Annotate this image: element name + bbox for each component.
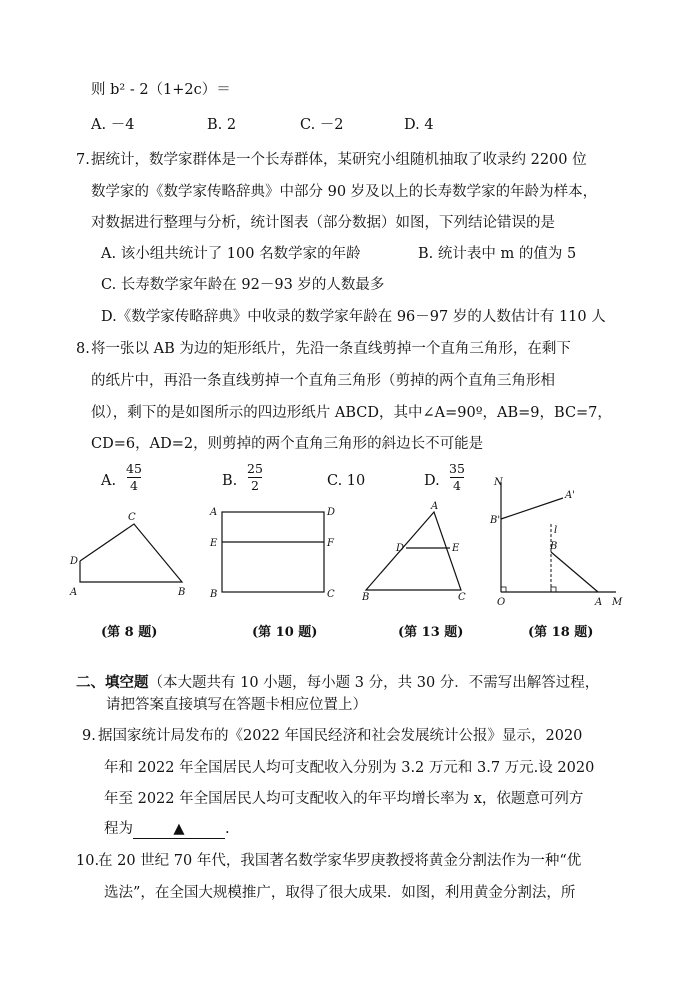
q8-label-d: D	[70, 556, 79, 567]
q7-option-d: D.《数学家传略辞典》中收录的数学家年龄在 96－97 岁的人数估计有 110 人	[101, 309, 606, 325]
q8-option-b-fraction	[247, 462, 263, 493]
figure-q8-quadrilateral	[62, 508, 192, 603]
q18-label-b: B	[550, 541, 558, 552]
q10-label-c: C	[327, 589, 335, 600]
q7-line-2: 数学家的《数学家传略辞典》中部分 90 岁及以上的长寿数学家的年龄为样本，	[91, 184, 598, 200]
q13-label-c: C	[458, 592, 466, 603]
q18-label-o: O	[497, 597, 506, 608]
q8-option-d-denominator: 4	[452, 478, 461, 493]
q8-label-a: A	[70, 587, 78, 598]
q10-rectangle-shape	[222, 512, 324, 592]
q7-line-3: 对数据进行整理与分析，统计图表（部分数据）如图，下列结论错误的是	[91, 215, 555, 231]
q10-label-d: D	[327, 507, 336, 518]
q8-number: 8.	[76, 341, 90, 357]
q7-option-c: C. 长寿数学家年龄在 92－93 岁的人数最多	[101, 277, 385, 293]
q18-label-m: M	[612, 597, 623, 608]
q8-option-a-fraction	[126, 462, 142, 493]
q10-label-e: E	[210, 538, 218, 549]
q18-line-ba	[551, 552, 598, 592]
q18-line-b-prime-a-prime	[501, 498, 563, 519]
q13-triangle-shape	[366, 512, 461, 590]
q9-number: 9.	[82, 728, 96, 744]
figure-q13-triangle	[358, 498, 473, 603]
q6-option-a: A. －4	[91, 117, 135, 133]
q18-label-l: l	[554, 525, 558, 536]
section-2-desc-1: （本大题共有 10 小题，每小题 3 分，共 30 分．不需写出解答过程，	[148, 675, 600, 691]
figure-q10-caption: (第 10 题)	[252, 625, 318, 640]
q13-label-b: B	[362, 592, 370, 603]
q8-quadrilateral-shape	[80, 524, 182, 582]
q13-label-d: D	[396, 543, 405, 554]
figure-q13-caption: (第 13 题)	[398, 625, 464, 640]
section-2-title: 二、填空题	[76, 674, 149, 691]
q9-answer-blank[interactable]	[133, 820, 225, 839]
q10-line-2: 选法”，在全国大规模推广，取得了很大成果．如图，利用黄金分割法，所	[104, 885, 576, 901]
q8-line-1: 将一张以 AB 为边的矩形纸片，先沿一条直线剪掉一个直角三角形，在剩下	[91, 341, 571, 357]
q8-label-c: C	[128, 512, 136, 523]
q13-label-a: A	[431, 501, 439, 512]
q10-label-a: A	[210, 507, 218, 518]
q8-option-b-label: B.	[222, 473, 238, 489]
q10-label-f: F	[327, 538, 334, 549]
q9-line-2: 年和 2022 年全国居民人均可支配收入分别为 3.2 万元和 3.7 万元.设 2020	[104, 760, 595, 776]
section-2-header	[76, 673, 599, 693]
figure-q18-caption: (第 18 题)	[528, 625, 594, 640]
q8-line-4: CD=6，AD=2，则剪掉的两个直角三角形的斜边长不可能是	[91, 436, 484, 452]
q18-label-b-prime: B'	[490, 515, 501, 526]
figure-q8-caption: (第 8 题)	[101, 625, 158, 640]
q8-option-a-label: A.	[101, 473, 117, 489]
triangle-icon: ▲	[173, 821, 185, 837]
q9-line-3: 年至 2022 年全国居民人均可支配收入的年平均增长率为 x，依题意可列方	[104, 791, 584, 807]
q7-option-b: B. 统计表中 m 的值为 5	[418, 246, 577, 262]
q13-label-e: E	[452, 543, 460, 554]
q8-option-d-label: D.	[424, 473, 440, 489]
q9-prefix: 程为	[104, 821, 133, 837]
q8-option-a-denominator: 4	[129, 478, 138, 493]
q9-answer-line	[104, 819, 230, 839]
q8-option-b-numerator: 25	[247, 461, 263, 476]
q10-label-b: B	[210, 589, 218, 600]
q8-line-3: 似），剩下的是如图所示的四边形纸片 ABCD，其中∠A=90º，AB=9，BC=7，	[91, 405, 612, 421]
q6-option-c: C. －2	[300, 117, 344, 133]
q8-label-b: B	[178, 587, 186, 598]
q10-number: 10.	[76, 853, 100, 869]
q8-option-d-fraction	[449, 462, 465, 493]
q8-line-2: 的纸片中，再沿一条直线剪掉一个直角三角形（剪掉的两个直角三角形相	[91, 373, 555, 389]
q18-right-angle-mark-o	[501, 587, 506, 592]
figure-q18-diagram	[488, 474, 628, 609]
q8-option-b-denominator: 2	[250, 478, 259, 493]
q8-option-c: C. 10	[327, 473, 366, 489]
q7-number: 7.	[76, 152, 90, 168]
section-2-desc-2: 请把答案直接填写在答题卡相应位置上）	[106, 697, 367, 713]
q8-option-a-numerator: 45	[126, 461, 142, 476]
q18-label-a: A	[595, 597, 603, 608]
q18-label-n: N	[494, 477, 503, 488]
q9-suffix: .	[225, 821, 230, 837]
q10-line-1: 在 20 世纪 70 年代，我国著名数学家华罗庚教授将黄金分割法作为一种“优	[98, 853, 582, 869]
q18-right-angle-mark-l	[551, 587, 556, 592]
q18-label-a-prime: A'	[565, 490, 575, 501]
q6-option-d: D. 4	[404, 117, 434, 133]
q7-line-1: 据统计，数学家群体是一个长寿群体，某研究小组随机抽取了收录约 2200 位	[91, 152, 587, 168]
q6-expression: 则 b² - 2（1+2c）＝	[91, 82, 231, 98]
figure-q10-rectangle	[206, 500, 341, 602]
q9-line-1: 据国家统计局发布的《2022 年国民经济和社会发展统计公报》显示，2020	[98, 728, 583, 744]
q7-option-a: A. 该小组共统计了 100 名数学家的年龄	[101, 246, 361, 262]
q6-option-b: B. 2	[207, 117, 237, 133]
q8-option-d-numerator: 35	[449, 461, 465, 476]
